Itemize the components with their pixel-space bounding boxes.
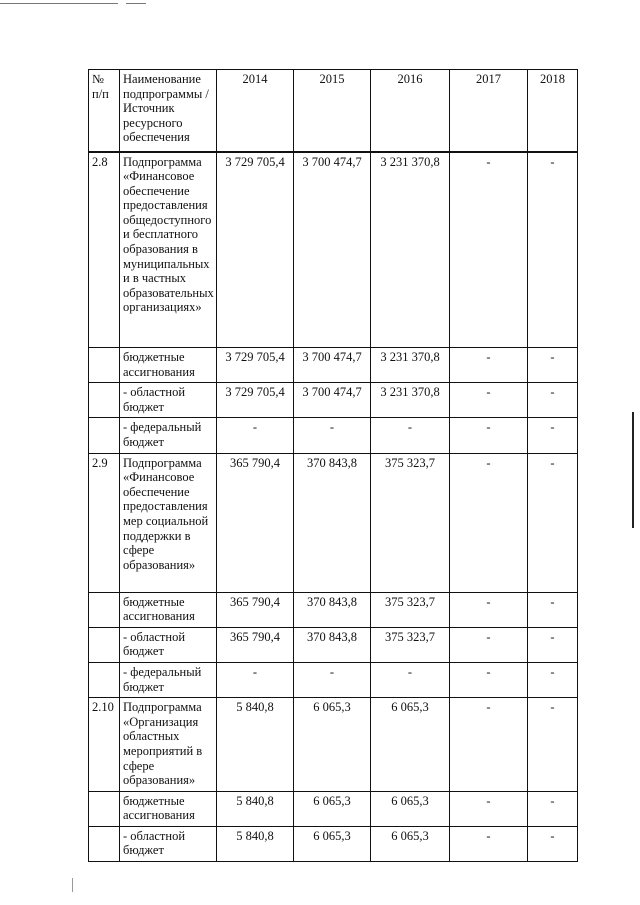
table-row — [89, 418, 578, 453]
value-2018: - — [528, 662, 578, 697]
row-number — [89, 348, 120, 383]
row-number — [89, 383, 120, 418]
value-2015: - — [294, 418, 371, 453]
header-name: Наименование подпрограммы / Источник ресурсного обеспечения — [120, 70, 217, 152]
row-name: - федеральный бюджет — [120, 418, 217, 453]
value-2015: 370 843,8 — [294, 627, 371, 662]
header-2017: 2017 — [450, 70, 528, 152]
value-2014: 365 790,4 — [217, 627, 294, 662]
table-row — [89, 348, 578, 383]
value-2017: - — [450, 152, 528, 348]
value-2017: - — [450, 348, 528, 383]
row-name: Подпрограмма «Финансовое обеспечение предоставления мер социальной поддержки в сфере образования» — [120, 453, 217, 592]
row-number — [89, 418, 120, 453]
value-2018: - — [528, 152, 578, 348]
value-2018: - — [528, 418, 578, 453]
table-row — [89, 453, 578, 592]
budget-table — [88, 69, 578, 862]
table-row — [89, 152, 578, 348]
row-number: 2.8 — [89, 152, 120, 348]
value-2016: 3 231 370,8 — [371, 152, 450, 348]
row-number — [89, 826, 120, 861]
value-2014: 3 729 705,4 — [217, 383, 294, 418]
value-2016: 375 323,7 — [371, 627, 450, 662]
header-no: № п/п — [89, 70, 120, 152]
value-2018: - — [528, 453, 578, 592]
value-2017: - — [450, 826, 528, 861]
value-2014: 5 840,8 — [217, 791, 294, 826]
header-2015: 2015 — [294, 70, 371, 152]
row-name: бюджетные ассигнования — [120, 348, 217, 383]
header-2016: 2016 — [371, 70, 450, 152]
scan-line-2 — [126, 3, 146, 4]
value-2016: 6 065,3 — [371, 826, 450, 861]
scan-line-1 — [0, 3, 118, 4]
row-name: - федеральный бюджет — [120, 662, 217, 697]
row-name: - областной бюджет — [120, 627, 217, 662]
value-2017: - — [450, 592, 528, 627]
value-2018: - — [528, 627, 578, 662]
row-name: - областной бюджет — [120, 383, 217, 418]
value-2015: 370 843,8 — [294, 453, 371, 592]
value-2016: 6 065,3 — [371, 791, 450, 826]
value-2015: 3 700 474,7 — [294, 383, 371, 418]
row-name: - областной бюджет — [120, 826, 217, 861]
row-number — [89, 627, 120, 662]
row-name: бюджетные ассигнования — [120, 592, 217, 627]
value-2018: - — [528, 826, 578, 861]
row-number — [89, 662, 120, 697]
value-2014: 5 840,8 — [217, 826, 294, 861]
value-2015: 370 843,8 — [294, 592, 371, 627]
row-number — [89, 791, 120, 826]
value-2017: - — [450, 662, 528, 697]
table-row — [89, 627, 578, 662]
header-2014: 2014 — [217, 70, 294, 152]
header-2018: 2018 — [528, 70, 578, 152]
value-2014: - — [217, 662, 294, 697]
row-number: 2.9 — [89, 453, 120, 592]
value-2015: 3 700 474,7 — [294, 152, 371, 348]
row-number: 2.10 — [89, 698, 120, 792]
value-2016: 3 231 370,8 — [371, 383, 450, 418]
value-2017: - — [450, 627, 528, 662]
value-2017: - — [450, 383, 528, 418]
value-2018: - — [528, 383, 578, 418]
row-name: Подпрограмма «Организация областных мероприятий в сфере образования» — [120, 698, 217, 792]
table-row — [89, 592, 578, 627]
value-2015: 6 065,3 — [294, 698, 371, 792]
value-2018: - — [528, 348, 578, 383]
value-2017: - — [450, 698, 528, 792]
value-2017: - — [450, 791, 528, 826]
value-2017: - — [450, 418, 528, 453]
table-row — [89, 698, 578, 792]
table-header-row — [89, 70, 578, 152]
value-2016: 3 231 370,8 — [371, 348, 450, 383]
value-2015: 6 065,3 — [294, 791, 371, 826]
value-2016: - — [371, 662, 450, 697]
value-2018: - — [528, 698, 578, 792]
value-2014: 3 729 705,4 — [217, 152, 294, 348]
row-name: Подпрограмма «Финансовое обеспечение предоставления общедоступного и бесплатного образования в муниципальных и в частных образовательных организациях» — [120, 152, 217, 348]
value-2016: 375 323,7 — [371, 453, 450, 592]
scan-corner-mark — [72, 878, 73, 892]
value-2015: 3 700 474,7 — [294, 348, 371, 383]
table-row — [89, 826, 578, 861]
row-number — [89, 592, 120, 627]
value-2014: 365 790,4 — [217, 592, 294, 627]
value-2014: 3 729 705,4 — [217, 348, 294, 383]
value-2016: - — [371, 418, 450, 453]
value-2014: - — [217, 418, 294, 453]
table-row — [89, 791, 578, 826]
value-2018: - — [528, 592, 578, 627]
value-2018: - — [528, 791, 578, 826]
scan-edge-mark — [632, 412, 634, 528]
value-2015: 6 065,3 — [294, 826, 371, 861]
value-2014: 5 840,8 — [217, 698, 294, 792]
value-2015: - — [294, 662, 371, 697]
value-2017: - — [450, 453, 528, 592]
value-2014: 365 790,4 — [217, 453, 294, 592]
value-2016: 375 323,7 — [371, 592, 450, 627]
value-2016: 6 065,3 — [371, 698, 450, 792]
table-row — [89, 662, 578, 697]
row-name: бюджетные ассигнования — [120, 791, 217, 826]
table-row — [89, 383, 578, 418]
